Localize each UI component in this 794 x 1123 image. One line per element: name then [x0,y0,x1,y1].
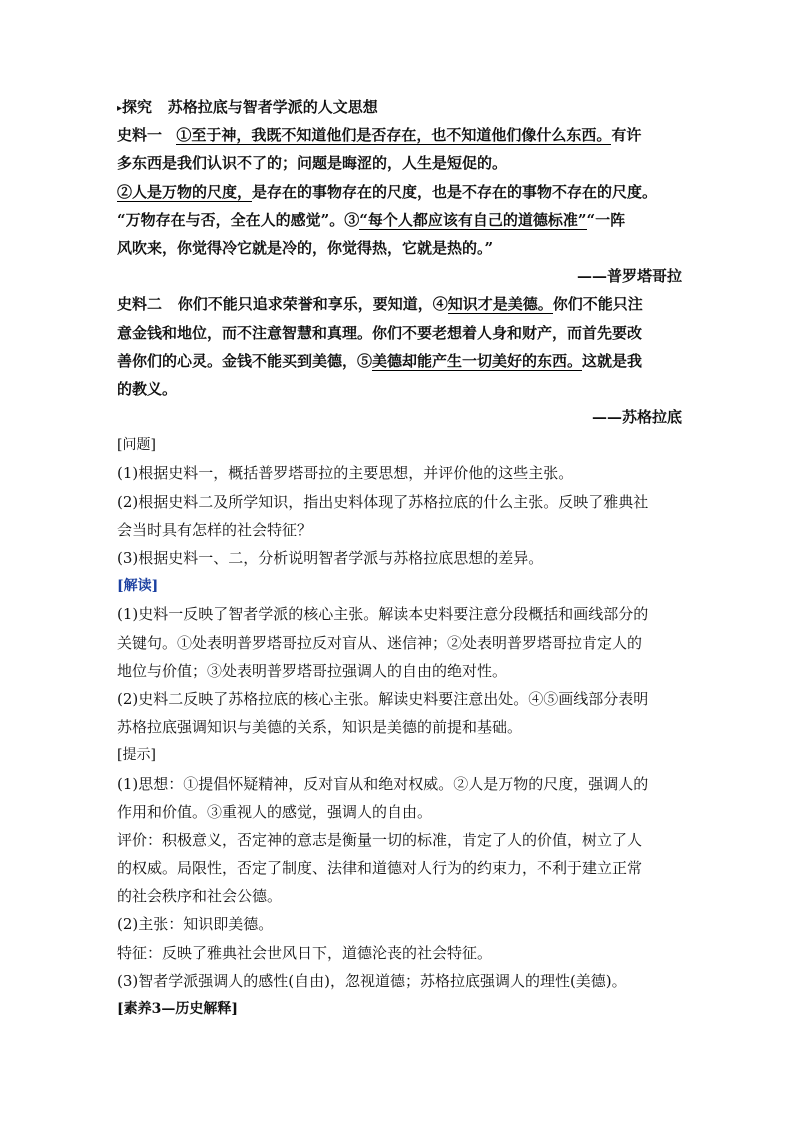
question-2-line-1: (2)根据史料二及所学知识，指出史料体现了苏格拉底的什么主张。反映了雅典社 [117,492,649,511]
hints-label: [提示] [117,747,156,764]
analysis-label: [解读] [117,578,159,595]
source1-attribution: ——普罗塔哥拉 [576,267,682,286]
source2-underlined-2: 美德却能产生一切美好的东西。 [372,351,583,370]
source1-quote: “万物存在与否，全在人的感觉”。③ [117,210,360,229]
hint-2-line-1: (2)主张：知识即美德。 [117,915,274,934]
literacy-tag: [素养3—历史解释] [117,1001,238,1017]
source2-underlined-1: 知识才是美德。 [447,295,553,314]
analysis-2-line-2: 苏格拉底强调知识与美德的关系，知识是美德的前提和基础。 [117,718,523,737]
source1-underlined-3: “每个人都应该有自己的道德标准” [359,210,587,229]
hint-3: (3)智者学派强调人的感性(自由)，忽视道德；苏格拉底强调人的理性(美德)。 [117,971,627,990]
triangle-bullet-icon: ▸ [117,103,123,114]
hint-1-line-3: 评价：积极意义，否定神的意志是衡量一切的标准，肯定了人的价值，树立了人 [117,830,643,849]
source2-attribution: ——苏格拉底 [591,408,682,427]
question-2-line-2: 会当时具有怎样的社会特征？ [117,520,313,539]
source2-text: 你们不能只追求荣誉和享乐，要知道，④ [177,295,448,314]
source2-text: 这就是我 [582,351,643,370]
source2-text: 你们不能只注 [552,295,643,314]
section-heading [117,93,682,121]
source2-line-2: 意金钱和地位，而不注意智慧和真理。你们不要老想着人身和财产，而首先要改 [117,323,643,342]
analysis-2-line-1: (2)史料二反映了苏格拉底的核心主张。解读史料要注意出处。④⑤画线部分表明 [117,689,649,708]
analysis-1-line-1: (1)史料一反映了智者学派的核心主张。解读本史料要注意分段概括和画线部分的 [117,605,649,624]
source1-line-4 [117,206,682,234]
source2-tag: 史料二 [117,295,163,314]
source1-text: 有许 [611,126,642,145]
question-3: (3)根据史料一、二，分析说明智者学派与苏格拉底思想的差异。 [117,549,544,567]
source2-line-3 [117,347,682,375]
source2-text: 善你们的心灵。金钱不能买到美德，⑤ [117,351,373,370]
source1-line-5: 风吹来，你觉得冷它就是冷的，你觉得热，它就是热的。” [117,238,494,257]
heading-title: 苏格拉底与智者学派的人文思想 [167,98,378,116]
source1-text: 是存在的事物存在的尺度，也是不存在的事物不存在的尺度。 [252,182,658,201]
source1-text: “一阵 [586,210,626,229]
hint-1-line-1: (1)思想：①提倡怀疑精神，反对盲从和绝对权威。②人是万物的尺度，强调人的 [117,774,649,793]
analysis-1-line-2: 关键句。①处表明普罗塔哥拉反对盲从、迷信神；②处表明普罗塔哥拉肯定人的 [117,633,643,652]
source2-line-1 [117,290,682,318]
source1-line-3 [117,178,682,206]
source1-underlined-1: ①至于神，我既不知道他们是否存在，也不知道他们像什么东西。 [176,126,612,145]
source2-line-4: 的教义。 [117,379,178,398]
source1-line-2: 多东西是我们认识不了的；问题是晦涩的，人生是短促的。 [117,154,508,173]
question-1: (1)根据史料一，概括普罗塔哥拉的主要思想，并评价他的这些主张。 [117,464,574,483]
heading-label: 探究 [122,98,153,116]
analysis-1-line-3: 地位与价值；③处表明普罗塔哥拉强调人的自由的绝对性。 [117,661,508,680]
hint-1-line-5: 的社会秩序和社会公德。 [117,887,283,906]
hint-2-line-2: 特征：反映了雅典社会世风日下，道德沦丧的社会特征。 [117,943,493,962]
source1-line-1 [117,121,682,149]
hint-1-line-4: 的权威。局限性，否定了制度、法律和道德对人行为的约束力，不利于建立正常 [117,859,643,878]
document-body [117,93,682,1023]
source1-underlined-2: ②人是万物的尺度， [117,182,253,201]
hint-1-line-2: 作用和价值。③重视人的感觉，强调人的自由。 [117,802,433,821]
source1-tag: 史料一 [117,126,163,145]
questions-label: [问题] [117,437,156,454]
